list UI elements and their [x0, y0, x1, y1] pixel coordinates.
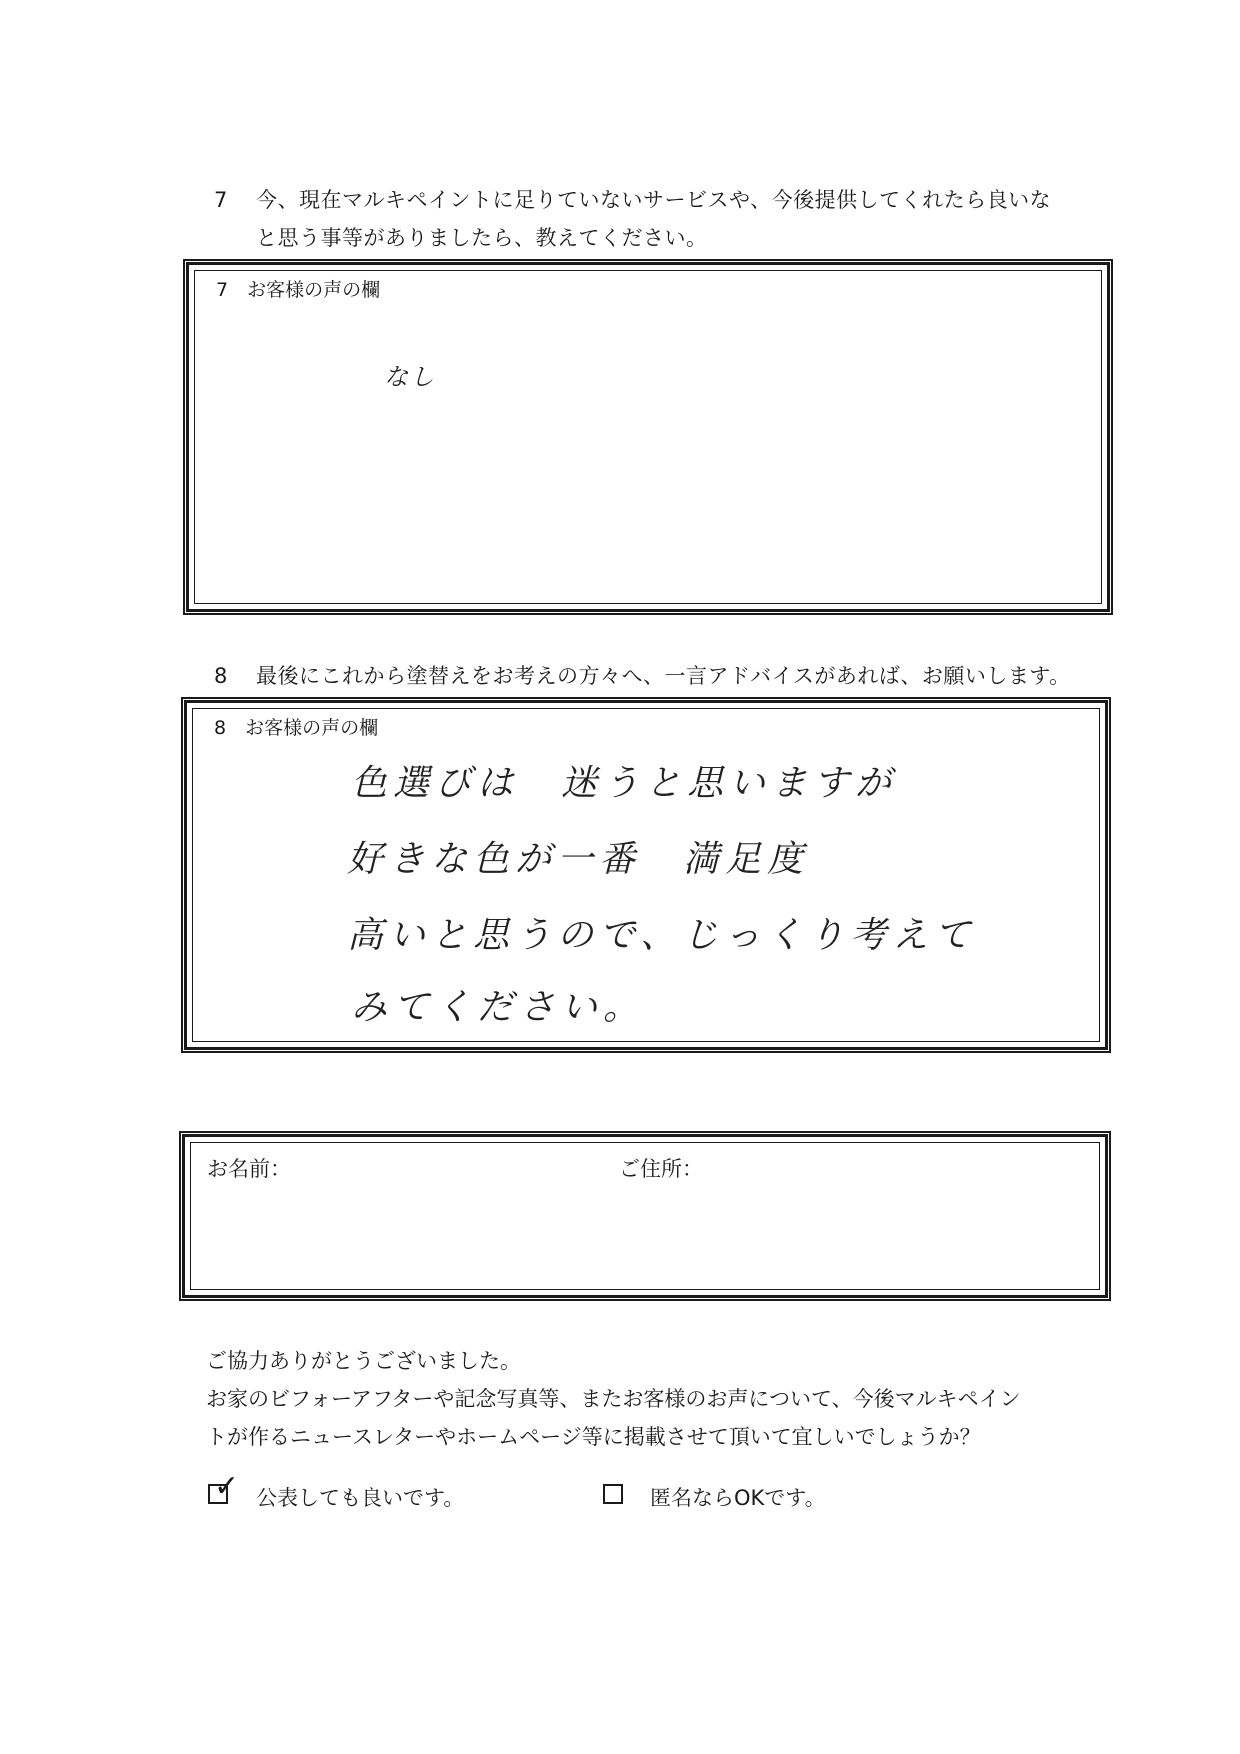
question-8-line1: 最後にこれから塗替えをお考えの方々へ、一言アドバイスがあれば、お願いします。	[256, 664, 1071, 688]
question-7	[214, 182, 1114, 254]
consent-anonymous-checkbox[interactable]	[603, 1484, 623, 1504]
answer-7-handwriting: なし	[384, 363, 436, 391]
answer-8-line-1: 色選びは 迷うと思いますが	[351, 763, 898, 804]
answer-8-line-2: 好きな色が一番 満足度	[347, 839, 810, 880]
question-7-number: 7	[214, 188, 228, 212]
answer-box-7-label: 7 お客様の声の欄	[216, 279, 381, 301]
question-7-line1: 今、現在マルキペイントに足りていないサービスや、今後提供してくれたら良いな	[256, 188, 1052, 212]
thanks-text: ご協力ありがとうございました。	[206, 1349, 521, 1373]
answer-8-line-3: 高いと思うので、じっくり考えて	[347, 915, 977, 956]
contact-box	[182, 1134, 1108, 1298]
name-label: お名前：	[207, 1157, 291, 1181]
question-8	[214, 658, 1114, 694]
answer-box-8-label: 8 お客様の声の欄	[214, 717, 379, 739]
question-8-number: 8	[214, 664, 228, 688]
answer-box-7-inner-border	[194, 270, 1102, 604]
address-label: ご住所：	[619, 1157, 703, 1181]
answer-box-7	[186, 262, 1110, 612]
question-7-line2: と思う事等がありましたら、教えてください。	[256, 226, 708, 250]
checkmark-icon: ✓	[214, 1469, 240, 1504]
answer-box-8	[184, 700, 1108, 1050]
closing-line-1: お家のビフォーアフターや記念写真等、またお客様のお声について、今後マルキペイン	[206, 1387, 1021, 1411]
consent-publish-label: 公表しても良いです。	[256, 1486, 465, 1510]
closing-line-2: トが作るニュースレターやホームページ等に掲載させて頂いて宜しいでしょうか？	[206, 1425, 981, 1449]
answer-8-line-4: みてください。	[351, 987, 646, 1028]
consent-anonymous-label: 匿名ならOKです。	[650, 1486, 826, 1510]
